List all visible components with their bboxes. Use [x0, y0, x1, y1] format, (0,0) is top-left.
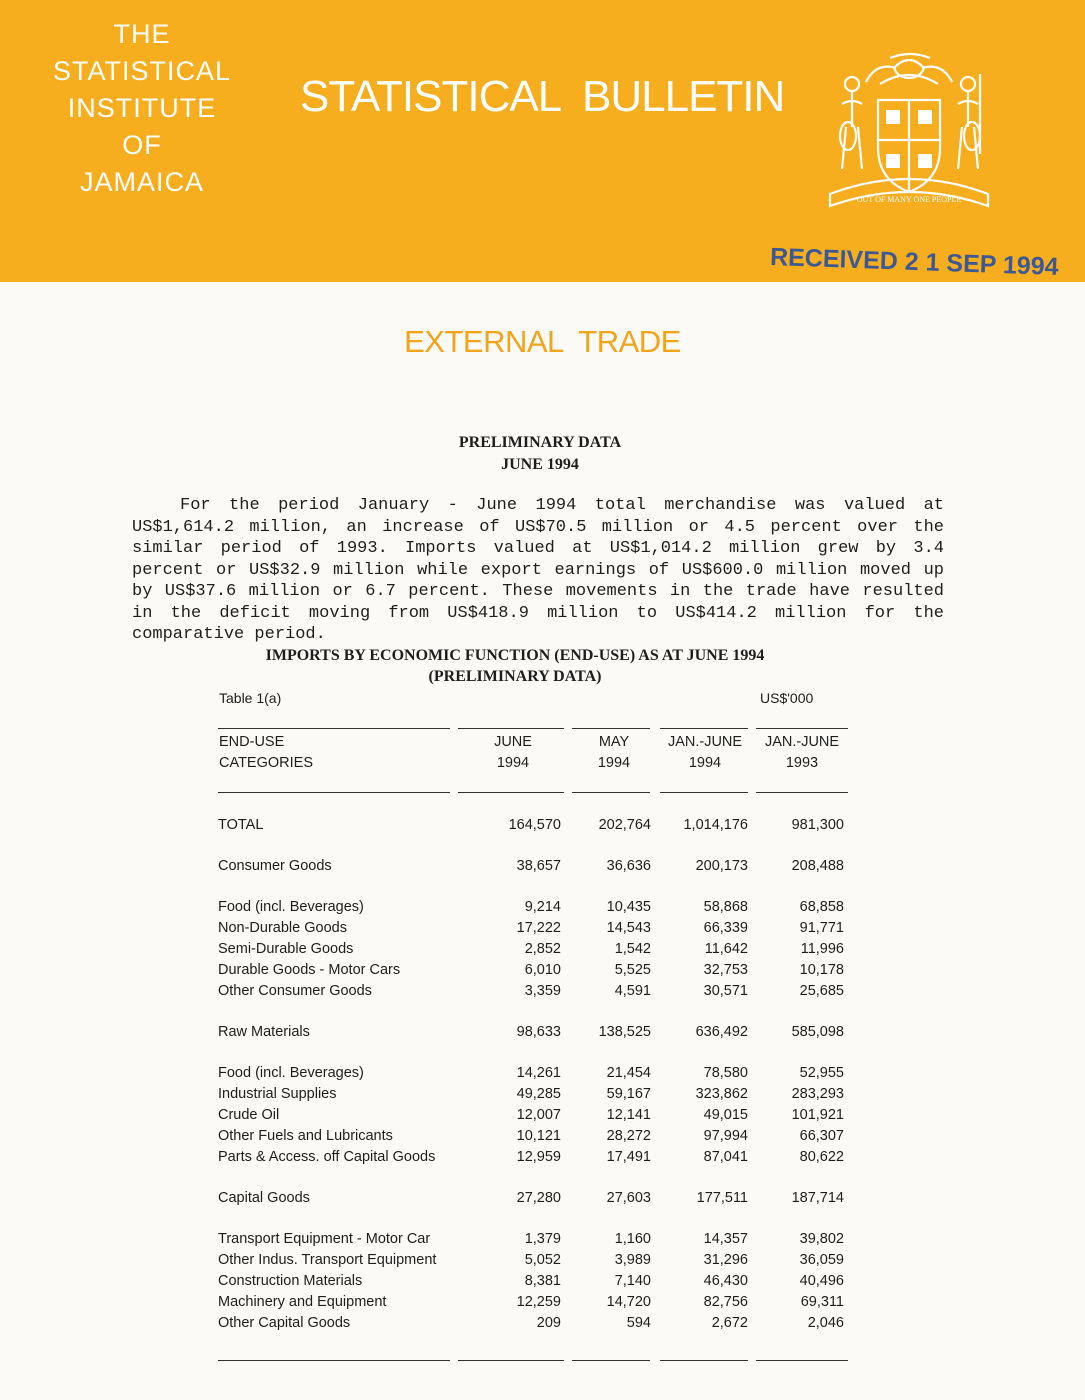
header-line: 1994	[496, 755, 530, 771]
value-cell: 177,511	[696, 1189, 748, 1206]
imports-table-body	[214, 814, 844, 1333]
table-bottom-rule	[756, 1360, 848, 1361]
row-label: Durable Goods - Motor Cars	[218, 961, 401, 978]
table-row	[214, 959, 844, 980]
value-cell: 49,285	[516, 1085, 561, 1102]
row-label: Capital Goods	[218, 1189, 310, 1206]
spacer-cell	[214, 835, 844, 855]
table-row	[214, 1187, 844, 1208]
header-bottom-rule	[660, 792, 748, 793]
value-cell: 2,672	[711, 1314, 748, 1331]
header-top-rule	[218, 728, 450, 729]
value-cell: 11,642	[704, 940, 748, 957]
spacer-cell	[214, 1042, 844, 1062]
header-line: 1994	[597, 755, 631, 771]
value-cell: 10,435	[606, 898, 651, 915]
value-cell: 78,580	[703, 1064, 748, 1081]
value-cell: 80,622	[799, 1148, 844, 1165]
spacer-cell	[214, 1167, 844, 1187]
table-row	[214, 1125, 844, 1146]
table-subtitle: (PRELIMINARY DATA)	[428, 668, 602, 685]
table-row	[214, 1104, 844, 1125]
table-number: Table 1(a)	[219, 690, 282, 706]
group-spacer	[214, 835, 844, 855]
spacer-cell	[214, 1001, 844, 1021]
header-endusecategories	[219, 732, 313, 774]
section-title: EXTERNAL TRADE	[404, 324, 681, 359]
table-bottom-rule	[218, 1360, 450, 1361]
table-row	[214, 1312, 844, 1333]
value-cell: 10,178	[799, 961, 844, 978]
value-cell: 28,272	[606, 1127, 651, 1144]
institute-line: OF	[122, 130, 162, 160]
group-spacer	[214, 1042, 844, 1062]
table-row	[214, 814, 844, 835]
received-stamp: RECEIVED 2 1 SEP 1994	[769, 242, 1060, 282]
group-spacer	[214, 1167, 844, 1187]
value-cell: 164,570	[508, 816, 561, 833]
value-cell: 68,858	[799, 898, 844, 915]
value-cell: 6,010	[524, 961, 561, 978]
value-cell: 2,046	[807, 1314, 844, 1331]
header-jan-june-1994	[655, 732, 755, 774]
value-cell: 27,280	[516, 1189, 561, 1206]
value-cell: 636,492	[695, 1023, 748, 1040]
value-cell: 52,955	[799, 1064, 844, 1081]
table-bottom-rule	[458, 1360, 564, 1361]
table-row	[214, 1062, 844, 1083]
value-cell: 1,379	[524, 1230, 561, 1247]
preliminary-line: PRELIMINARY DATA	[458, 434, 622, 451]
coat-of-arms-logo	[820, 44, 998, 214]
table-row	[214, 1270, 844, 1291]
table-row	[214, 896, 844, 917]
table-row	[214, 1249, 844, 1270]
preliminary-date: JUNE 1994	[501, 456, 579, 473]
row-label: Other Fuels and Lubricants	[218, 1127, 393, 1144]
value-cell: 981,300	[791, 816, 844, 833]
value-cell: 66,339	[703, 919, 748, 936]
value-cell: 31,296	[703, 1251, 748, 1268]
header-top-rule	[756, 728, 848, 729]
header-line: END-USE	[219, 734, 285, 750]
value-cell: 17,222	[516, 919, 561, 936]
table-title	[200, 645, 830, 687]
value-cell: 101,921	[791, 1106, 844, 1123]
value-cell: 11,996	[800, 940, 844, 957]
row-label: Industrial Supplies	[218, 1085, 337, 1102]
header-top-rule	[660, 728, 748, 729]
value-cell: 87,041	[703, 1148, 748, 1165]
value-cell: 39,802	[799, 1230, 844, 1247]
table-unit: US$'000	[760, 690, 814, 706]
value-cell: 10,121	[516, 1127, 561, 1144]
row-label: Transport Equipment - Motor Car	[218, 1230, 431, 1247]
value-cell: 1,014,176	[683, 816, 748, 833]
value-cell: 21,454	[606, 1064, 651, 1081]
bulletin-title: STATISTICAL BULLETIN	[300, 72, 785, 121]
value-cell: 82,756	[703, 1293, 748, 1310]
row-label: Machinery and Equipment	[218, 1293, 387, 1310]
value-cell: 1,542	[614, 940, 651, 957]
header-june-1994	[463, 732, 563, 774]
value-cell: 97,994	[703, 1127, 748, 1144]
institute-name	[22, 16, 262, 201]
table-bottom-rule	[660, 1360, 748, 1361]
institute-line: THE	[113, 19, 171, 49]
imports-table	[214, 814, 844, 1333]
value-cell: 58,868	[703, 898, 748, 915]
value-cell: 14,357	[703, 1230, 748, 1247]
header-line: 1994	[688, 755, 722, 771]
header-line: CATEGORIES	[219, 755, 313, 771]
value-cell: 69,311	[800, 1293, 844, 1310]
header-line: MAY	[598, 734, 630, 750]
row-label: Food (incl. Beverages)	[218, 898, 364, 915]
value-cell: 585,098	[791, 1023, 844, 1040]
row-label: Other Consumer Goods	[218, 982, 372, 999]
table-row	[214, 1083, 844, 1104]
value-cell: 8,381	[524, 1272, 561, 1289]
header-top-rule	[572, 728, 650, 729]
header-line: 1993	[785, 755, 819, 771]
value-cell: 12,259	[516, 1293, 561, 1310]
table-row	[214, 980, 844, 1001]
institute-line: INSTITUTE	[67, 93, 217, 123]
value-cell: 36,636	[606, 857, 651, 874]
group-spacer	[214, 876, 844, 896]
value-cell: 4,591	[614, 982, 651, 999]
preliminary-heading	[380, 432, 700, 476]
group-spacer	[214, 1208, 844, 1228]
table-row	[214, 1228, 844, 1249]
value-cell: 1,160	[614, 1230, 651, 1247]
value-cell: 208,488	[791, 857, 844, 874]
value-cell: 98,633	[516, 1023, 561, 1040]
value-cell: 32,753	[703, 961, 748, 978]
group-spacer	[214, 1001, 844, 1021]
row-label: Construction Materials	[218, 1272, 363, 1289]
value-cell: 323,862	[695, 1085, 748, 1102]
spacer-cell	[214, 876, 844, 896]
header-may-1994	[564, 732, 664, 774]
value-cell: 138,525	[598, 1023, 651, 1040]
institute-line: STATISTICAL	[52, 56, 232, 86]
table-row	[214, 1021, 844, 1042]
summary-paragraph: For the period January - June 1994 total merchandise was valued at US$1,614.2 million, an increase of US$70.5 million or 4.5 percent over the similar period of 1993. Imports valued at US$1,014.2 million grew by 3.4 percent or US$32.9 million while export earnings of US$600.0 million moved up by US$37.6 million or 6.7 percent. These movements in the trade have resulted in the deficit moving from US$418.9 million to US$414.2 million for the comparative period.	[132, 496, 944, 644]
value-cell: 40,496	[799, 1272, 844, 1289]
table-row	[214, 855, 844, 876]
header-bottom-rule	[572, 792, 650, 793]
value-cell: 14,720	[606, 1293, 651, 1310]
header-line: JUNE	[494, 734, 532, 750]
value-cell: 38,657	[516, 857, 561, 874]
table-row	[214, 1146, 844, 1167]
value-cell: 30,571	[703, 982, 748, 999]
row-label: Other Indus. Transport Equipment	[218, 1251, 437, 1268]
table-row	[214, 938, 844, 959]
value-cell: 283,293	[791, 1085, 844, 1102]
value-cell: 66,307	[799, 1127, 844, 1144]
header-jan-june-1993	[752, 732, 852, 774]
row-label: Other Capital Goods	[218, 1314, 351, 1331]
value-cell: 5,525	[614, 961, 651, 978]
header-bottom-rule	[218, 792, 450, 793]
row-label: Raw Materials	[218, 1023, 310, 1040]
value-cell: 12,959	[516, 1148, 561, 1165]
row-label: Food (incl. Beverages)	[218, 1064, 364, 1081]
header-bottom-rule	[458, 792, 564, 793]
row-label: Consumer Goods	[218, 857, 332, 874]
value-cell: 36,059	[799, 1251, 844, 1268]
value-cell: 91,771	[799, 919, 844, 936]
value-cell: 594	[626, 1314, 651, 1331]
value-cell: 209	[536, 1314, 561, 1331]
value-cell: 27,603	[606, 1189, 651, 1206]
value-cell: 9,214	[524, 898, 561, 915]
value-cell: 12,007	[516, 1106, 561, 1123]
value-cell: 46,430	[703, 1272, 748, 1289]
value-cell: 3,359	[524, 982, 561, 999]
value-cell: 12,141	[606, 1106, 651, 1123]
value-cell: 14,261	[516, 1064, 561, 1081]
row-label: Non-Durable Goods	[218, 919, 347, 936]
row-label: Crude Oil	[218, 1106, 280, 1123]
value-cell: 187,714	[791, 1189, 844, 1206]
row-label: Parts & Access. off Capital Goods	[218, 1148, 436, 1165]
value-cell: 14,543	[606, 919, 651, 936]
value-cell: 3,989	[614, 1251, 651, 1268]
value-cell: 17,491	[606, 1148, 651, 1165]
table-row	[214, 917, 844, 938]
header-bottom-rule	[756, 792, 848, 793]
value-cell: 25,685	[799, 982, 844, 999]
value-cell: 5,052	[524, 1251, 561, 1268]
header-line: JAN.-JUNE	[667, 734, 743, 750]
row-label: Semi-Durable Goods	[218, 940, 354, 957]
table-title-line: IMPORTS BY ECONOMIC FUNCTION (END-USE) AS AT JUNE 1994	[265, 647, 765, 664]
value-cell: 200,173	[695, 857, 748, 874]
value-cell: 49,015	[703, 1106, 748, 1123]
table-bottom-rule	[572, 1360, 650, 1361]
value-cell: 2,852	[524, 940, 561, 957]
table-row	[214, 1291, 844, 1312]
header-top-rule	[458, 728, 564, 729]
institute-line: JAMAICA	[79, 167, 205, 197]
header-line: JAN.-JUNE	[764, 734, 840, 750]
value-cell: 59,167	[606, 1085, 651, 1102]
crest-motto: OUT OF MANY ONE PEOPLE	[856, 195, 962, 204]
value-cell: 7,140	[614, 1272, 651, 1289]
row-label: TOTAL	[218, 816, 264, 833]
spacer-cell	[214, 1208, 844, 1228]
value-cell: 202,764	[598, 816, 651, 833]
